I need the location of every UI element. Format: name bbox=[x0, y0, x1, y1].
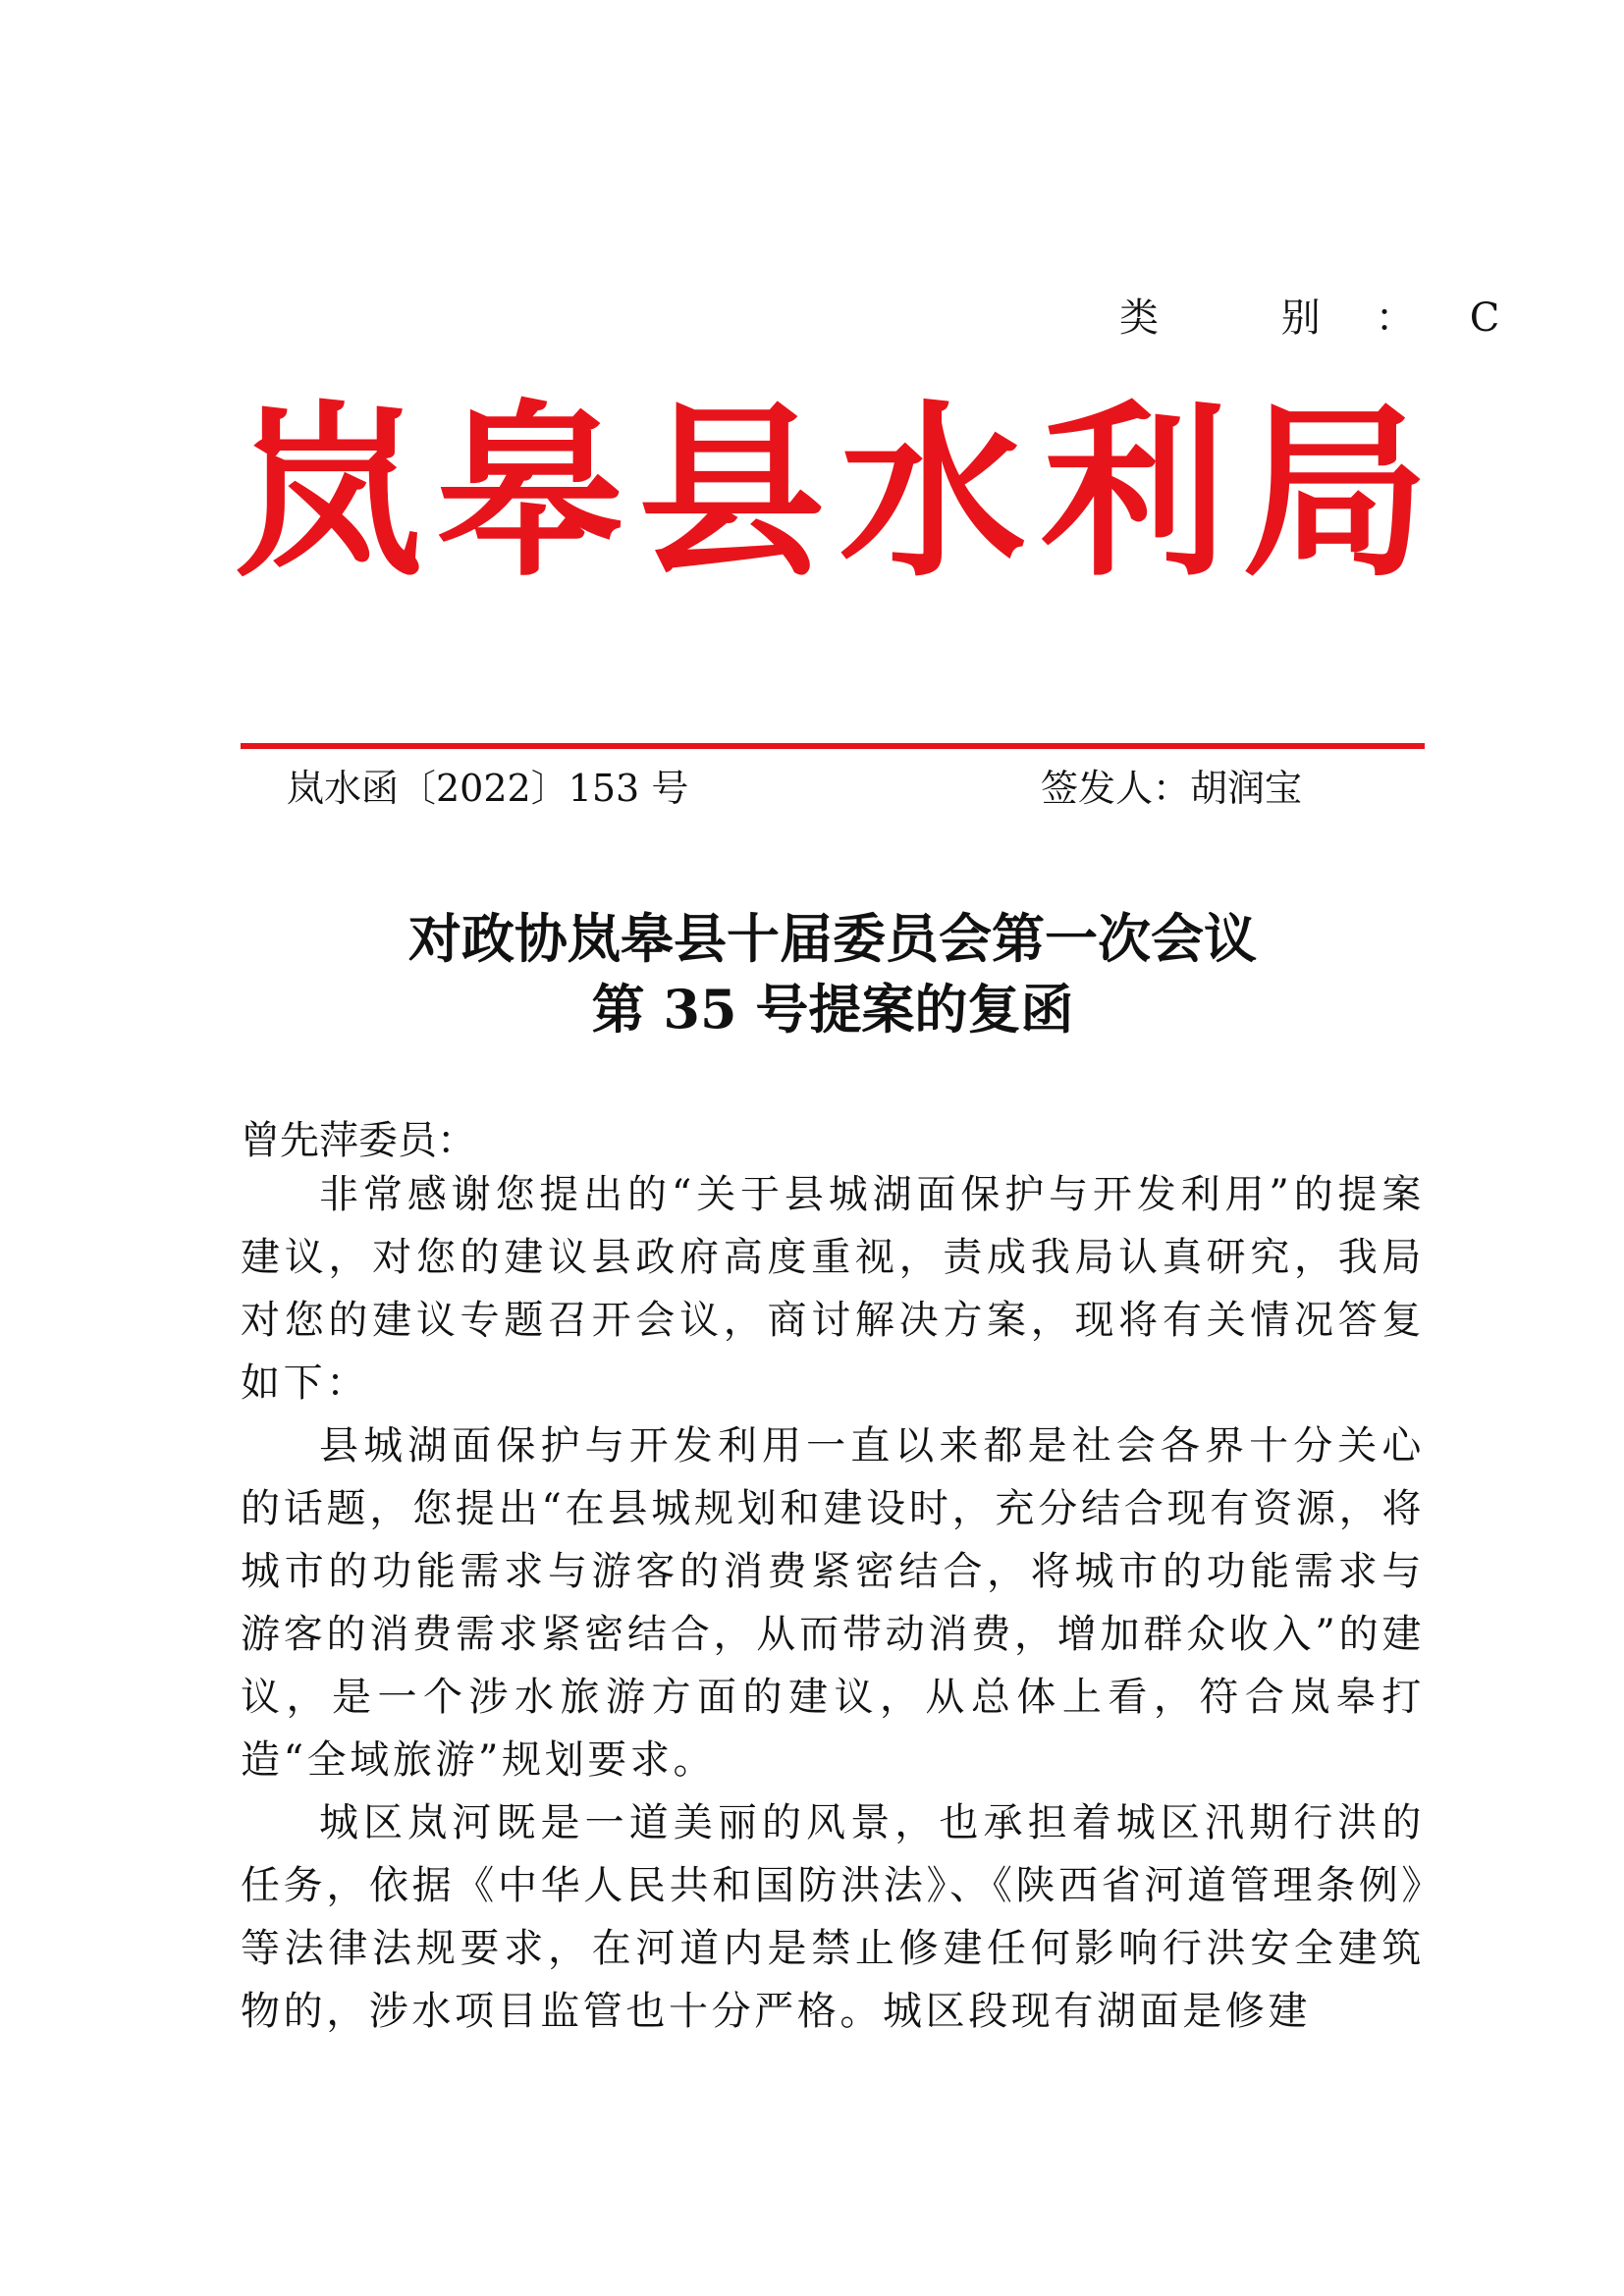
red-divider bbox=[241, 743, 1425, 749]
agency-title-char: 岚 bbox=[236, 383, 423, 602]
agency-title-char: 局 bbox=[1241, 383, 1429, 602]
agency-title bbox=[236, 385, 1429, 601]
document-title bbox=[241, 903, 1425, 1044]
signer: 签发人：胡润宝 bbox=[1041, 767, 1303, 810]
document-number: 岚水函〔2022〕153 号 bbox=[287, 767, 689, 810]
body-paragraph: 城区岚河既是一道美丽的风景，也承担着城区汛期行洪的任务，依据《中华人民共和国防洪法》、《陕西省河道管理条例》等法律法规要求，在河道内是禁止修建任何影响行洪安全建筑物的，涉水项目监管也十分严格。城区段现有湖面是修建 bbox=[241, 1800, 1425, 2034]
agency-title-char: 水 bbox=[839, 383, 1026, 602]
category-value: C bbox=[1469, 295, 1502, 341]
document-title-line-1: 对政协岚皋县十届委员会第一次会议 bbox=[408, 907, 1257, 970]
agency-title-char: 皋 bbox=[436, 383, 623, 602]
salutation: 曾先萍委员： bbox=[241, 1118, 476, 1163]
document-body bbox=[241, 1163, 1425, 2043]
agency-title-char: 县 bbox=[637, 383, 825, 602]
document-title-line-2: 第 35 号提案的复函 bbox=[591, 978, 1074, 1041]
category-label: 类 别： bbox=[1119, 295, 1470, 341]
body-paragraph: 非常感谢您提出的“关于县城湖面保护与开发利用”的提案建议，对您的建议县政府高度重视，责成我局认真研究，我局对您的建议专题召开会议，商讨解决方案，现将有关情况答复如下： bbox=[241, 1172, 1425, 1406]
body-paragraph: 县城湖面保护与开发利用一直以来都是社会各界十分关心的话题，您提出“在县城规划和建设时，充分结合现有资源，将城市的功能需求与游客的消费紧密结合，将城市的功能需求与游客的消费需求紧密结合，从而带动消费，增加群众收入”的建议，是一个涉水旅游方面的建议，从总体上看，符合岚皋打造“全域旅游”规划要求。 bbox=[241, 1423, 1425, 1783]
agency-title-char: 利 bbox=[1040, 383, 1227, 602]
category-line bbox=[1119, 287, 1501, 343]
